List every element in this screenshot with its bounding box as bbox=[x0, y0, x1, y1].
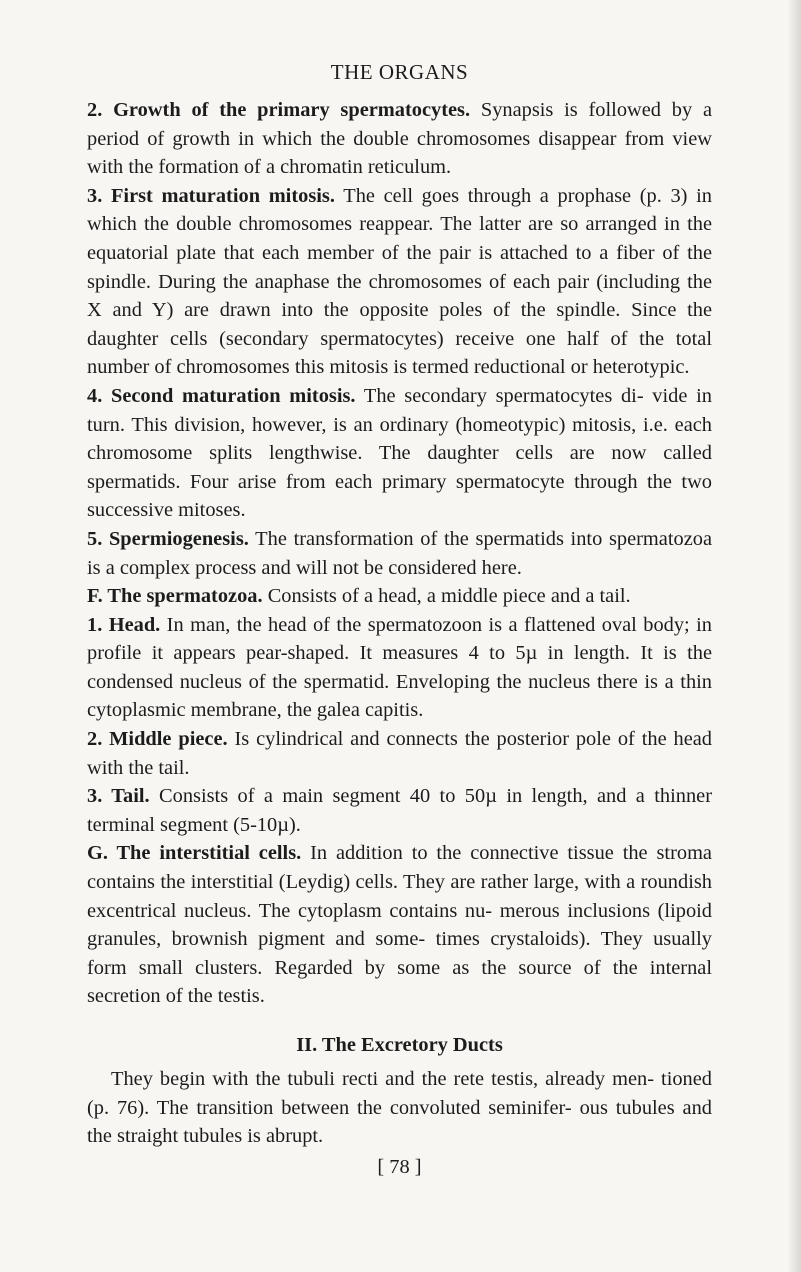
paragraph-lead: 2. Middle piece. bbox=[87, 728, 228, 751]
paragraph-lead: 2. Growth of the primary spermatocytes. bbox=[87, 99, 471, 121]
paragraph-middle-piece bbox=[87, 725, 712, 782]
paragraph-lead: 5. Spermiogenesis. bbox=[87, 527, 249, 550]
paragraph-text: In addition to the connective tissue the stroma contains the interstitial (Leydig) cells. They are rather large, with a roundish excentrical nucleus. The cytoplasm contains nu- merous inclusions (lipoid granules, brownish pigment and some- times crystaloids). They usually form small clusters. Regarded by some as the source of the internal secretion of the testis. bbox=[87, 842, 712, 1008]
paragraph-text: Is cylindrical and connects the posterior pole of the head with the tail. bbox=[87, 728, 712, 779]
paragraph-spermatozoa bbox=[87, 582, 712, 611]
page-edge-shadow bbox=[787, 0, 801, 1272]
paragraph-tail bbox=[87, 782, 712, 839]
paragraph-lead: 3. First maturation mitosis. bbox=[87, 184, 335, 207]
page-number: [ 78 ] bbox=[377, 1155, 422, 1178]
paragraph-excretory-ducts: They begin with the tubuli recti and the rete testis, already men- tioned (p. 76). The transition between the convoluted seminifer- ous tubules and the straight tubules is abrupt. bbox=[87, 1068, 712, 1148]
paragraph-text: The secondary spermatocytes di- vide in turn. This division, however, is an ordinary (homeotypic) mitosis, i.e. each chromosome splits lengthwise. The daughter cells are now called spermatids. Four arise from each primary spermatocyte through the two successive mitoses. bbox=[87, 384, 712, 522]
paragraph-text: Consists of a head, a middle piece and a tail. bbox=[262, 585, 631, 608]
paragraph-text: The cell goes through a prophase (p. 3) in which the double chromosomes reappear. The latter are so arranged in the equatorial plate that each member of the pair is attached to a fiber of the spindle. During the anaphase the chromosomes of each pair (including the X and Y) are drawn into the opposite poles of the spindle. Since the daughter cells (secondary spermatocytes) receive one half of the total number of chromosomes this mitosis is termed reductional or heterotypic. bbox=[87, 184, 712, 379]
paragraph-second-maturation-mitosis bbox=[87, 382, 712, 525]
paragraph-lead: 4. Second maturation mitosis. bbox=[87, 384, 356, 407]
paragraph-lead: G. The interstitial cells. bbox=[87, 842, 302, 865]
paragraph-lead: 1. Head. bbox=[87, 613, 161, 636]
paragraph-text: Consists of a main segment 40 to 50µ in length, and a thinner terminal segment (5-10µ). bbox=[87, 785, 712, 836]
paragraph-head bbox=[87, 611, 712, 725]
paragraph-lead: 3. Tail. bbox=[87, 785, 150, 808]
paragraph-text: The transformation of the spermatids into spermatozoa is a complex process and will not be considered here. bbox=[87, 527, 712, 579]
paragraph-lead: F. The spermatozoa. bbox=[87, 585, 263, 608]
book-page bbox=[87, 58, 712, 1181]
paragraph-growth-primary-spermatocytes bbox=[87, 96, 712, 182]
paragraph-first-maturation-mitosis bbox=[87, 182, 712, 382]
paragraph-interstitial-cells bbox=[87, 839, 712, 1011]
paragraph-spermiogenesis bbox=[87, 525, 712, 582]
paragraph-text: Synapsis is followed by a period of growth in which the double chromosomes disappear from view with the formation of a chromatin reticulum. bbox=[87, 99, 712, 179]
running-head: THE ORGANS bbox=[330, 60, 469, 84]
section-heading: II. The Excretory Ducts bbox=[296, 1034, 503, 1056]
paragraph-text: In man, the head of the spermatozoon is a flattened oval body; in profile it appears pear-shaped. It measures 4 to 5µ in length. It is the condensed nucleus of the spermatid. Enveloping the nucleus there is a thin cytoplasmic membrane, the galea capitis. bbox=[87, 613, 713, 722]
